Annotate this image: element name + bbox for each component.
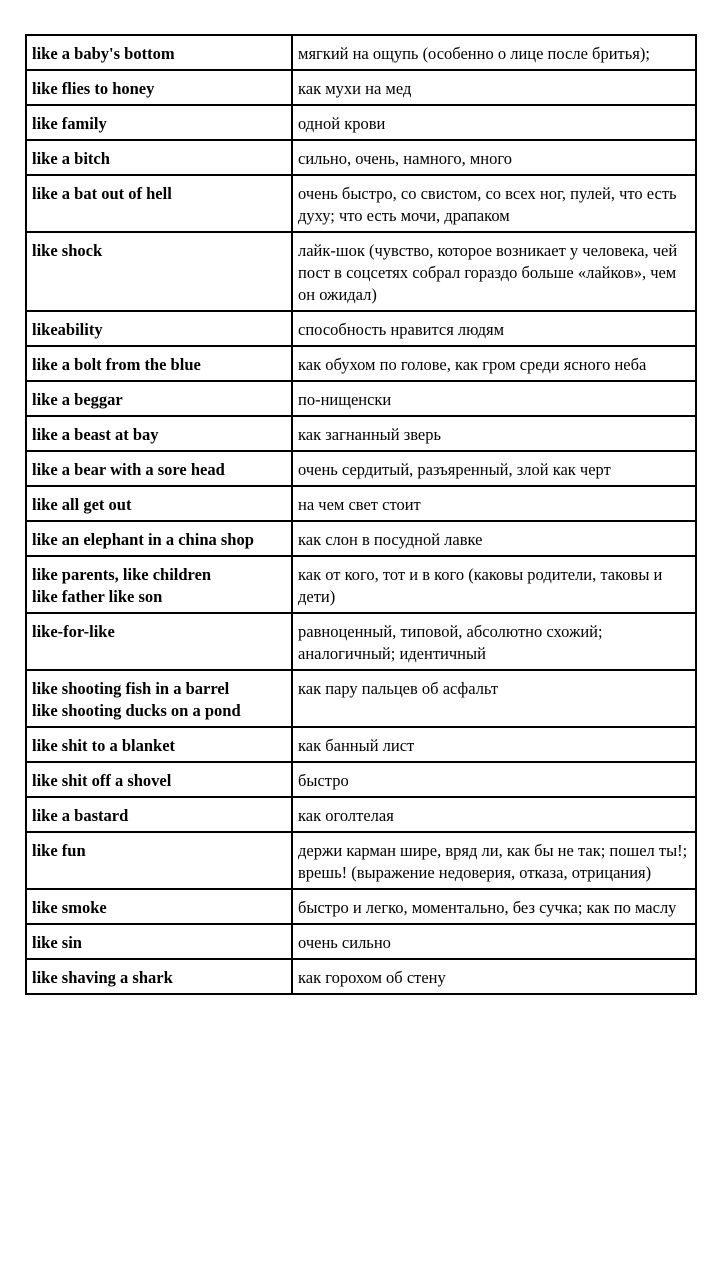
table-row <box>26 416 696 451</box>
russian-translation: как оголтелая <box>292 797 696 832</box>
english-idiom-cell <box>26 140 292 175</box>
english-idiom-cell <box>26 311 292 346</box>
english-idiom-cell <box>26 556 292 613</box>
russian-translation: очень сильно <box>292 924 696 959</box>
idiom-table-body <box>26 35 696 994</box>
table-row <box>26 140 696 175</box>
english-idiom: like shit to a blanket <box>32 736 176 755</box>
english-idiom: like family <box>32 114 107 133</box>
english-idiom-cell <box>26 35 292 70</box>
english-idiom-cell <box>26 762 292 797</box>
english-idiom-cell <box>26 232 292 311</box>
english-idiom-cell <box>26 70 292 105</box>
russian-translation: очень быстро, со свистом, со всех ног, пулей, что есть духу; что есть мочи, драпаком <box>292 175 696 232</box>
english-idiom: likeability <box>32 320 103 339</box>
russian-translation: как банный лист <box>292 727 696 762</box>
english-idiom: like a bat out of hell <box>32 184 172 203</box>
table-row <box>26 105 696 140</box>
english-idiom: like shooting fish in a barrel <box>32 679 230 698</box>
table-row <box>26 924 696 959</box>
english-idiom-cell <box>26 346 292 381</box>
russian-translation: равноценный, типовой, абсолютно схожий; аналогичный; идентичный <box>292 613 696 670</box>
english-idiom-cell <box>26 381 292 416</box>
russian-translation: мягкий на ощупь (особенно о лице после бритья); <box>292 35 696 70</box>
russian-translation: по-нищенски <box>292 381 696 416</box>
russian-translation: как от кого, тот и в кого (каковы родители, таковы и дети) <box>292 556 696 613</box>
english-idiom-cell <box>26 727 292 762</box>
english-idiom: like a bolt from the blue <box>32 355 201 374</box>
table-row <box>26 727 696 762</box>
english-idiom-cell <box>26 416 292 451</box>
russian-translation: одной крови <box>292 105 696 140</box>
table-row <box>26 35 696 70</box>
table-row <box>26 232 696 311</box>
english-idiom: like shit off a shovel <box>32 771 172 790</box>
english-idiom: like a bitch <box>32 149 110 168</box>
english-idiom: like a beggar <box>32 390 123 409</box>
russian-translation: сильно, очень, намного, много <box>292 140 696 175</box>
table-row <box>26 889 696 924</box>
russian-translation: быстро и легко, моментально, без сучка; как по маслу <box>292 889 696 924</box>
russian-translation: лайк-шок (чувство, которое возникает у человека, чей пост в соцсетях собрал гораздо больше «лайков», чем он ожидал) <box>292 232 696 311</box>
english-idiom: like an elephant in a china shop <box>32 530 254 549</box>
table-row <box>26 521 696 556</box>
english-idiom: like sin <box>32 933 82 952</box>
table-row <box>26 959 696 994</box>
english-idiom-cell <box>26 105 292 140</box>
english-idiom-cell <box>26 451 292 486</box>
english-idiom-cell <box>26 521 292 556</box>
russian-translation: держи карман шире, вряд ли, как бы не так; пошел ты!; врешь! (выражение недоверия, отказа, отрицания) <box>292 832 696 889</box>
english-idiom-cell <box>26 175 292 232</box>
english-idiom: like a bastard <box>32 806 129 825</box>
table-row <box>26 381 696 416</box>
english-idiom-cell <box>26 613 292 670</box>
table-row <box>26 670 696 727</box>
russian-translation: способность нравится людям <box>292 311 696 346</box>
english-idiom-cell <box>26 832 292 889</box>
russian-translation: быстро <box>292 762 696 797</box>
table-row <box>26 486 696 521</box>
table-row <box>26 311 696 346</box>
russian-translation: как загнанный зверь <box>292 416 696 451</box>
table-row <box>26 797 696 832</box>
table-row <box>26 175 696 232</box>
table-row <box>26 556 696 613</box>
table-row <box>26 451 696 486</box>
english-idiom: like all get out <box>32 495 132 514</box>
english-idiom: like parents, like children <box>32 565 212 584</box>
table-row <box>26 346 696 381</box>
english-idiom: like-for-like <box>32 622 115 641</box>
russian-translation: как горохом об стену <box>292 959 696 994</box>
english-idiom: like a baby's bottom <box>32 44 175 63</box>
english-idiom-cell <box>26 889 292 924</box>
russian-translation: как обухом по голове, как гром среди ясного неба <box>292 346 696 381</box>
english-idiom-cell <box>26 670 292 727</box>
russian-translation: на чем свет стоит <box>292 486 696 521</box>
russian-translation: очень сердитый, разъяренный, злой как черт <box>292 451 696 486</box>
english-idiom: like shock <box>32 241 103 260</box>
english-idiom: like a beast at bay <box>32 425 159 444</box>
english-idiom-cell <box>26 924 292 959</box>
russian-translation: как пару пальцев об асфальт <box>292 670 696 727</box>
english-idiom: like shaving a shark <box>32 968 173 987</box>
english-idiom: like smoke <box>32 898 107 917</box>
english-idiom: like shooting ducks on a pond <box>32 701 241 720</box>
english-idiom: like fun <box>32 841 86 860</box>
english-idiom: like a bear with a sore head <box>32 460 225 479</box>
table-row <box>26 832 696 889</box>
english-idiom-cell <box>26 959 292 994</box>
russian-translation: как мухи на мед <box>292 70 696 105</box>
english-idiom: like flies to honey <box>32 79 155 98</box>
english-idiom-cell <box>26 797 292 832</box>
document-page <box>25 34 695 995</box>
table-row <box>26 70 696 105</box>
russian-translation: как слон в посудной лавке <box>292 521 696 556</box>
table-row <box>26 762 696 797</box>
table-row <box>26 613 696 670</box>
english-idiom: like father like son <box>32 587 163 606</box>
english-idiom-cell <box>26 486 292 521</box>
idiom-table <box>25 34 697 995</box>
